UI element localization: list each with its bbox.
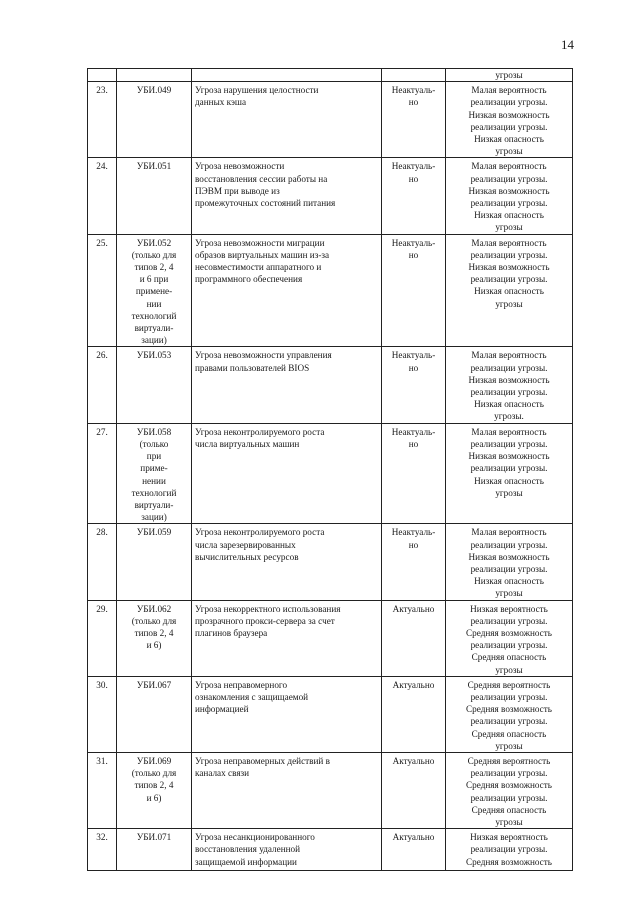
threat-assessment: Малая вероятность реализации угрозы. Низкая возможность реализации угрозы. Низкая опасность угрозы [468, 85, 550, 157]
table-row-continuation [88, 69, 573, 82]
cell-relevance [382, 347, 446, 423]
cell-id [117, 600, 192, 676]
cell-assessment [446, 829, 573, 871]
table-row [88, 600, 573, 676]
table-row [88, 423, 573, 524]
threat-relevance: Неактуаль- но [391, 161, 436, 184]
threat-id: УБИ.071 [136, 832, 172, 843]
cell-assessment [446, 82, 573, 158]
cell-relevance [382, 158, 446, 234]
threat-description: Угроза некорректного использования прозрачного прокси-сервера за счет плагинов браузера [195, 603, 341, 638]
threat-relevance: Актуально [392, 603, 435, 614]
row-number: 24. [96, 161, 108, 172]
threat-id: УБИ.067 [136, 679, 172, 690]
table-row [88, 82, 573, 158]
cell-num [88, 423, 117, 524]
cell-id [117, 752, 192, 828]
cell-assessment [446, 600, 573, 676]
threat-relevance: Неактуаль- но [391, 527, 436, 550]
cell-id [117, 69, 192, 82]
threat-relevance: Неактуаль- но [391, 237, 436, 260]
threat-description: Угроза неправомерного ознакомления с защищаемой информацией [195, 679, 309, 715]
threat-relevance: Актуально [392, 679, 435, 690]
cell-relevance [382, 69, 446, 82]
page-number: 14 [561, 37, 574, 52]
table-row [88, 347, 573, 423]
threat-description: Угроза невозможности восстановления сессии работы на ПЭВМ при выводе из промежуточных состояний питания [195, 161, 336, 209]
cell-desc [192, 423, 382, 524]
row-number: 25. [96, 237, 108, 248]
cell-num [88, 524, 117, 600]
cell-assessment [446, 234, 573, 347]
cell-desc [192, 347, 382, 423]
threat-description: Угроза неправомерных действий в каналах связи [195, 755, 330, 779]
cell-id [117, 524, 192, 600]
cell-desc [192, 600, 382, 676]
cell-num [88, 676, 117, 752]
cell-relevance [382, 423, 446, 524]
table-row [88, 829, 573, 871]
cell-relevance [382, 676, 446, 752]
table-row [88, 234, 573, 347]
cell-num [88, 69, 117, 82]
table-row [88, 158, 573, 234]
cell-desc [192, 82, 382, 158]
cell-num [88, 347, 117, 423]
threat-id: УБИ.059 [136, 527, 172, 538]
cell-id [117, 423, 192, 524]
row-number: 32. [96, 832, 108, 843]
row-number: 30. [96, 679, 108, 690]
threat-id: УБИ.051 [136, 161, 172, 172]
threat-assessment: Малая вероятность реализации угрозы. Низкая возможность реализации угрозы. Низкая опасность угрозы [468, 161, 550, 233]
threat-relevance: Неактуаль- но [391, 350, 436, 373]
threat-description: Угроза несанкционированного восстановления удаленной защищаемой информации [195, 832, 315, 867]
cell-id [117, 158, 192, 234]
cell-relevance [382, 82, 446, 158]
threat-table [87, 68, 573, 871]
row-number: 27. [96, 426, 108, 437]
cell-relevance [382, 600, 446, 676]
threat-description: Угроза неконтролируемого роста числа виртуальных машин [195, 426, 325, 449]
table-row [88, 752, 573, 828]
threat-assessment: Средняя вероятность реализации угрозы. Средняя возможность реализации угрозы. Средняя опасность угрозы [466, 755, 552, 827]
cell-id [117, 347, 192, 423]
threat-assessment: Малая вероятность реализации угрозы. Низкая возможность реализации угрозы. Низкая опасность угрозы. [468, 350, 550, 422]
threat-id: УБИ.062 (только для типов 2, 4 и 6) [131, 603, 177, 651]
threat-assessment: Низкая вероятность реализации угрозы. Средняя возможность [466, 832, 552, 867]
threat-id: УБИ.069 (только для типов 2, 4 и 6) [131, 755, 177, 803]
cell-num [88, 82, 117, 158]
threat-description: Угроза невозможности управления правами пользователей BIOS [195, 350, 332, 373]
cell-desc [192, 234, 382, 347]
threat-id: УБИ.052 (только для типов 2, 4 и 6 при примене- нии технологий виртуали- зации) [131, 237, 177, 346]
cell-assessment [446, 69, 573, 82]
cell-desc [192, 676, 382, 752]
threat-description: Угроза нарушения целостности данных кэша [195, 85, 319, 108]
cell-assessment [446, 423, 573, 524]
cell-num [88, 600, 117, 676]
cell-desc [192, 69, 382, 82]
cell-num [88, 829, 117, 871]
row-number: 23. [96, 85, 108, 96]
cell-relevance [382, 829, 446, 871]
cell-assessment [446, 524, 573, 600]
row-number: 28. [96, 527, 108, 538]
assessment-text: угрозы [495, 70, 523, 80]
cell-desc [192, 524, 382, 600]
threat-relevance: Неактуаль- но [391, 426, 436, 449]
threat-assessment: Малая вероятность реализации угрозы. Низкая возможность реализации угрозы. Низкая опасность угрозы [468, 426, 550, 498]
cell-desc [192, 752, 382, 828]
cell-id [117, 234, 192, 347]
cell-desc [192, 829, 382, 871]
threat-id: УБИ.053 [136, 350, 172, 361]
cell-relevance [382, 524, 446, 600]
cell-desc [192, 158, 382, 234]
cell-relevance [382, 752, 446, 828]
threat-relevance: Актуально [392, 755, 435, 766]
cell-assessment [446, 676, 573, 752]
threat-relevance: Актуально [392, 832, 435, 843]
threat-assessment: Малая вероятность реализации угрозы. Низкая возможность реализации угрозы. Низкая опасность угрозы [468, 527, 550, 599]
row-number: 31. [96, 755, 108, 766]
threat-id: УБИ.058 (только при приме- нении технологий виртуали- зации) [131, 426, 177, 523]
table-row [88, 676, 573, 752]
cell-assessment [446, 347, 573, 423]
cell-num [88, 158, 117, 234]
row-number: 29. [96, 603, 108, 614]
threat-relevance: Неактуаль- но [391, 85, 436, 108]
threat-description: Угроза невозможности миграции образов виртуальных машин из-за несовместимости аппаратного и программного обеспечения [195, 237, 330, 285]
threat-description: Угроза неконтролируемого роста числа зарезервированных вычислительных ресурсов [195, 527, 325, 562]
cell-assessment [446, 158, 573, 234]
table-row [88, 524, 573, 600]
threat-assessment: Малая вероятность реализации угрозы. Низкая возможность реализации угрозы. Низкая опасность угрозы [468, 237, 550, 309]
threat-assessment: Низкая вероятность реализации угрозы. Средняя возможность реализации угрозы. Средняя опасность угрозы [466, 603, 552, 675]
cell-num [88, 752, 117, 828]
threat-id: УБИ.049 [136, 85, 172, 96]
cell-id [117, 82, 192, 158]
threat-assessment: Средняя вероятность реализации угрозы. Средняя возможность реализации угрозы. Средняя опасность угрозы [466, 679, 552, 751]
cell-relevance [382, 234, 446, 347]
cell-id [117, 829, 192, 871]
cell-id [117, 676, 192, 752]
row-number: 26. [96, 350, 108, 361]
cell-num [88, 234, 117, 347]
cell-assessment [446, 752, 573, 828]
